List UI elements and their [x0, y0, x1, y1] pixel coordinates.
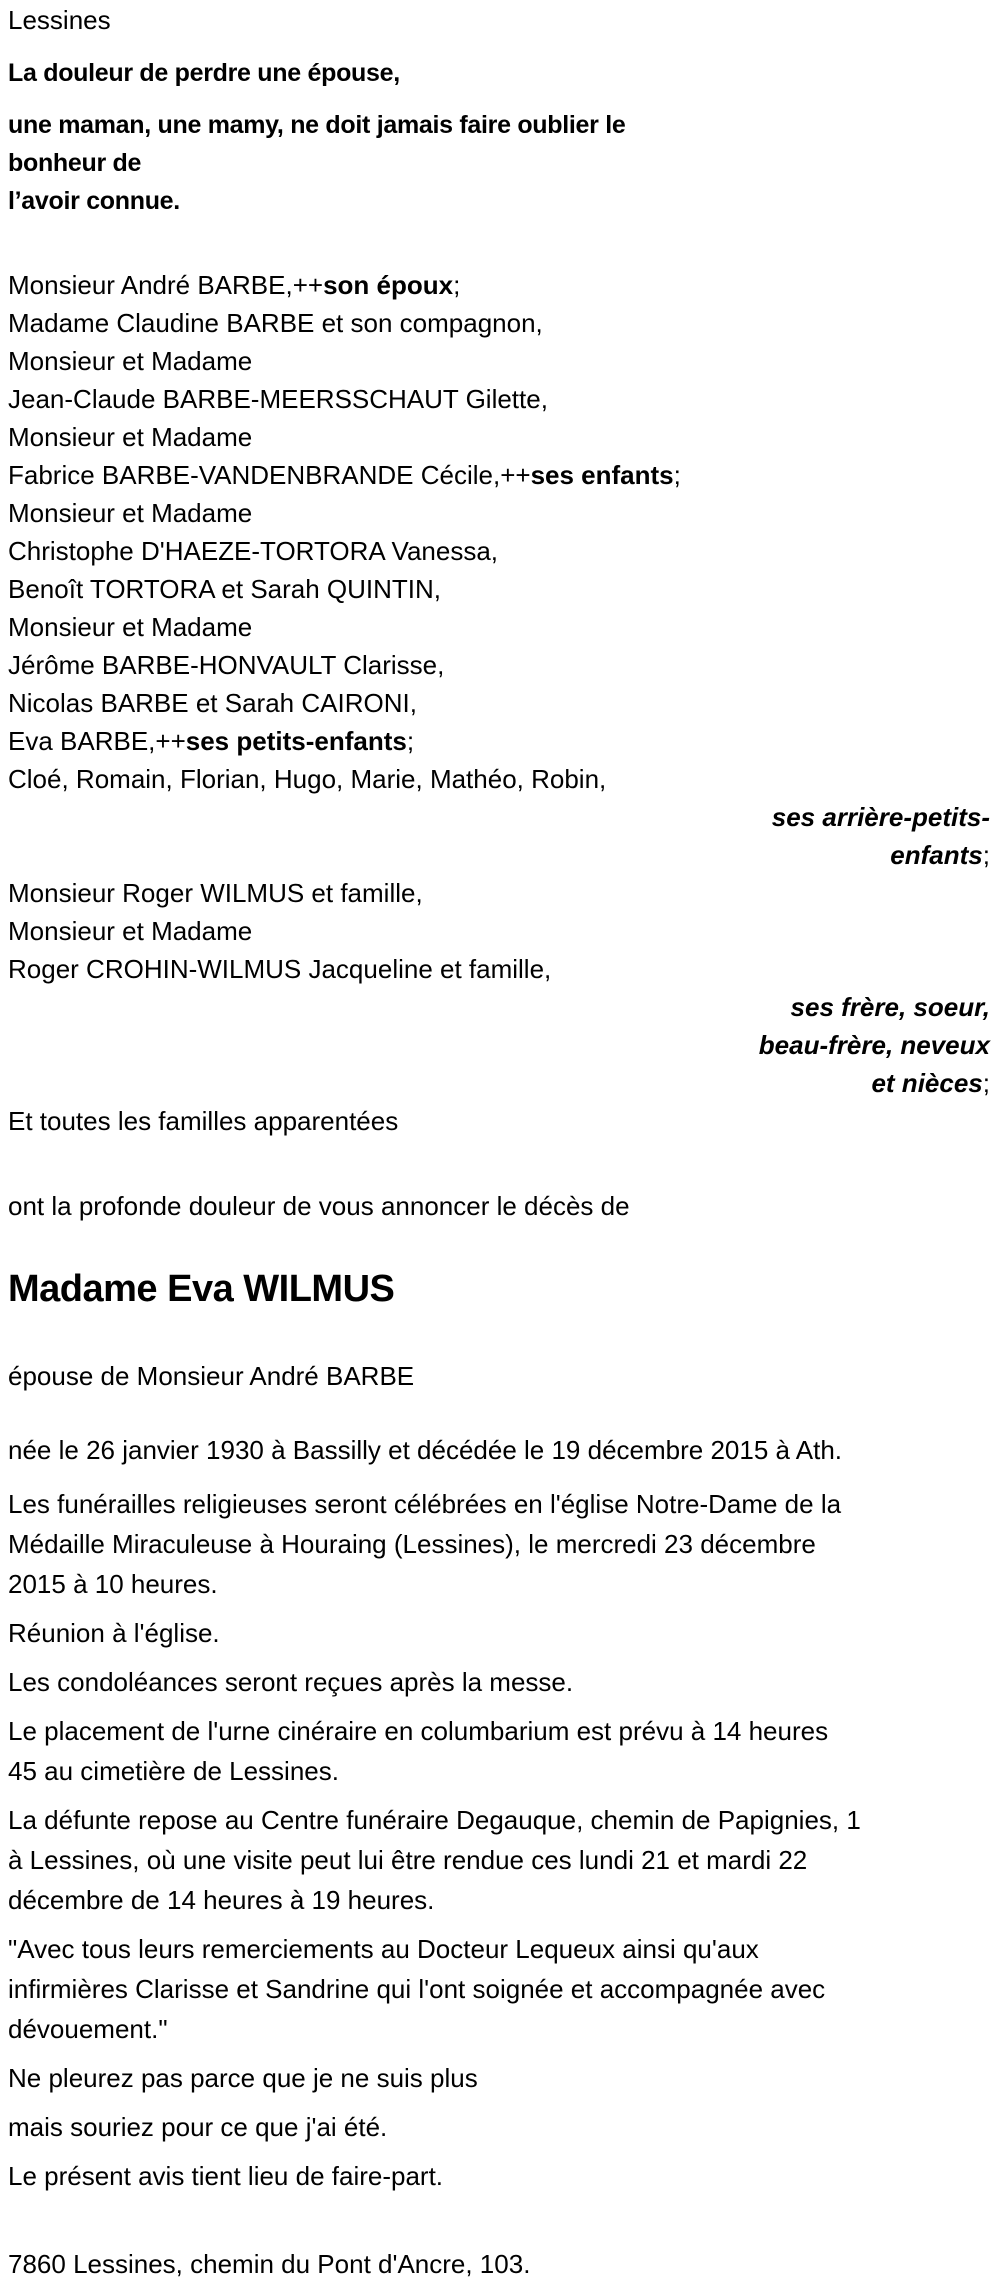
relation-label-line: [8, 988, 990, 1026]
text-segment: Roger CROHIN-WILMUS Jacqueline et famille,: [8, 954, 552, 984]
relation-label-line: [8, 1026, 990, 1064]
text-segment: ;: [453, 270, 461, 300]
text-segment: Monsieur et Madame: [8, 916, 253, 946]
family-member-line: [8, 456, 990, 494]
intro-message: [8, 54, 990, 220]
family-member-line: [8, 646, 990, 684]
text-segment: Monsieur et Madame: [8, 612, 253, 642]
family-member-line: [8, 608, 990, 646]
text-segment: Nicolas BARBE et Sarah CAIRONI,: [8, 688, 417, 718]
family-member-line: [8, 684, 990, 722]
family-member-line: [8, 418, 990, 456]
detail-paragraph: La défunte repose au Centre funéraire Degauque, chemin de Papignies, 1 à Lessines, où une visite peut lui être rendue ces lundi 21 et mardi 22 décembre de 14 heures à 19 heures.: [8, 1805, 861, 1915]
family-member-line: [8, 722, 990, 760]
detail-paragraph: mais souriez pour ce que j'ai été.: [8, 2112, 388, 2142]
detail-paragraph: Les condoléances seront reçues après la messe.: [8, 1667, 574, 1697]
text-segment: beau-frère, neveux: [758, 1030, 990, 1060]
family-member-line: [8, 1102, 990, 1140]
family-member-line: [8, 760, 990, 798]
funeral-home-address: 7860 Lessines, chemin du Pont d'Ancre, 103.: [8, 2249, 531, 2279]
detail-paragraph: "Avec tous leurs remerciements au Docteur Lequeux ainsi qu'aux infirmières Clarisse et Sandrine qui l'ont soignée et accompagnée avec dévouement.": [8, 1934, 826, 2044]
family-member-line: [8, 950, 990, 988]
text-segment: Jérôme BARBE-HONVAULT Clarisse,: [8, 650, 445, 680]
spouse-relation: épouse de Monsieur André BARBE: [8, 1361, 415, 1391]
text-segment: Monsieur et Madame: [8, 422, 253, 452]
announcement-lead: ont la profonde douleur de vous annoncer le décès de: [8, 1191, 630, 1221]
detail-paragraph: Le présent avis tient lieu de faire-part.: [8, 2161, 444, 2191]
text-segment: ;: [673, 460, 681, 490]
family-member-line: [8, 874, 990, 912]
text-segment: ;: [406, 726, 415, 756]
text-segment: Monsieur et Madame: [8, 346, 253, 376]
text-segment: Eva BARBE,++: [8, 726, 186, 756]
deceased-name: Madame Eva WILMUS: [8, 1268, 395, 1310]
family-member-line: [8, 570, 990, 608]
family-member-line: [8, 342, 990, 380]
birth-death-line: née le 26 janvier 1930 à Bassilly et décédée le 19 décembre 2015 à Ath.: [8, 1435, 843, 1465]
family-member-line: [8, 304, 990, 342]
text-segment: Jean-Claude BARBE-MEERSSCHAUT Gilette,: [8, 384, 548, 414]
text-segment: Monsieur Roger WILMUS et famille,: [8, 878, 423, 908]
text-segment: Madame Claudine BARBE et son compagnon,: [8, 308, 543, 338]
detail-paragraph: Le placement de l'urne cinéraire en columbarium est prévu à 14 heures 45 au cimetière de Lessines.: [8, 1716, 829, 1786]
detail-paragraph: Les funérailles religieuses seront célébrées en l'église Notre-Dame de la Médaille Miraculeuse à Houraing (Lessines), le mercredi 23 décembre 2015 à 10 heures.: [8, 1489, 842, 1599]
intro-paragraph: La douleur de perdre une épouse,: [8, 59, 400, 87]
relation-label-line: [8, 798, 990, 836]
obituary-document: [8, 0, 990, 2284]
text-segment: Cloé, Romain, Florian, Hugo, Marie, Mathéo, Robin,: [8, 764, 607, 794]
place-name: Lessines: [8, 5, 111, 35]
detail-paragraph: Réunion à l'église.: [8, 1618, 220, 1648]
text-segment: ses frère, soeur,: [790, 992, 990, 1022]
text-segment: ;: [982, 1068, 990, 1098]
text-segment: enfants: [890, 840, 983, 870]
text-segment: ses enfants: [530, 460, 674, 490]
text-segment: son époux: [323, 270, 454, 300]
detail-paragraph: Ne pleurez pas parce que je ne suis plus: [8, 2063, 478, 2093]
text-segment: Fabrice BARBE-VANDENBRANDE Cécile,++: [8, 460, 531, 490]
text-segment: et nièces: [871, 1068, 983, 1098]
text-segment: Monsieur et Madame: [8, 498, 253, 528]
text-segment: Benoît TORTORA et Sarah QUINTIN,: [8, 574, 442, 604]
family-list: [8, 266, 990, 1140]
family-member-line: [8, 380, 990, 418]
family-member-line: [8, 532, 990, 570]
text-segment: ses petits-enfants: [185, 726, 407, 756]
family-member-line: [8, 912, 990, 950]
text-segment: ses arrière-petits-: [771, 802, 990, 832]
family-member-line: [8, 494, 990, 532]
relation-label-line: [8, 836, 990, 874]
text-segment: ;: [982, 840, 990, 870]
relation-label-line: [8, 1064, 990, 1102]
text-segment: Et toutes les familles apparentées: [8, 1106, 399, 1136]
text-segment: Christophe D'HAEZE-TORTORA Vanessa,: [8, 536, 499, 566]
text-segment: Monsieur André BARBE,++: [8, 270, 324, 300]
ceremony-details: [8, 1484, 990, 2196]
intro-paragraph: une maman, une mamy, ne doit jamais faire oublier le bonheur de l’avoir connue.: [8, 111, 626, 215]
family-member-line: [8, 266, 990, 304]
